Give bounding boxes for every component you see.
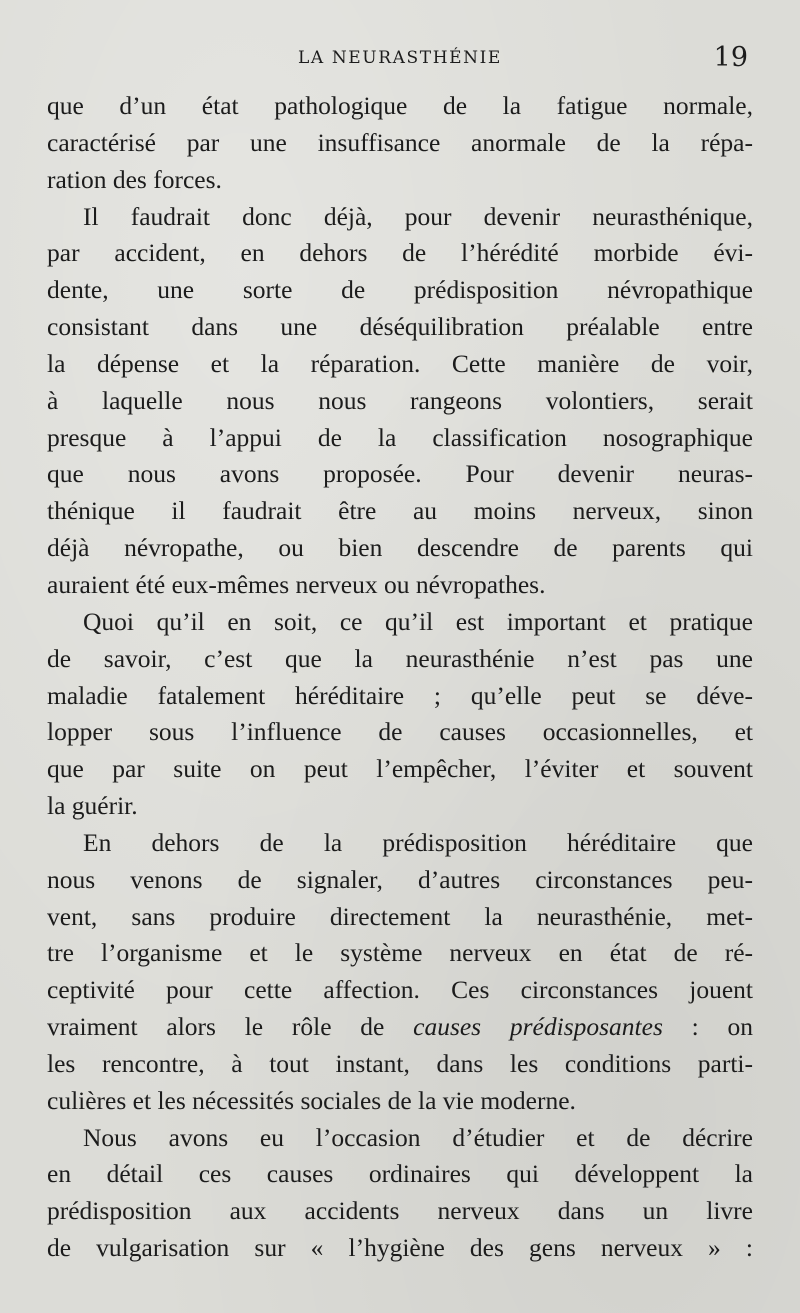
text-line: que nous avons proposée. Pour devenir neuras-	[47, 459, 753, 489]
text-line: En dehors de la prédisposition héréditaire que	[83, 827, 753, 857]
text-line: les rencontre, à tout instant, dans les conditions parti-	[47, 1048, 753, 1078]
text-line: maladie fatalement héréditaire ; qu’elle peut se déve-	[47, 680, 753, 710]
text-line: tre l’organisme et le système nerveux en état de ré-	[47, 938, 753, 968]
text-line: vent, sans produire directement la neurasthénie, met-	[47, 901, 753, 931]
text-line: par accident, en dehors de l’hérédité morbide évi-	[47, 238, 753, 268]
paragraph	[47, 199, 753, 604]
paragraph	[47, 825, 753, 1120]
text-line: Nous avons eu l’occasion d’étudier et de décrire	[83, 1122, 753, 1152]
text-line: thénique il faudrait être au moins nerveux, sinon	[47, 496, 753, 526]
text-line: que par suite on peut l’empêcher, l’éviter et souvent	[47, 754, 753, 784]
text-segment: : on	[662, 1012, 753, 1042]
text-line: nous venons de signaler, d’autres circonstances peu-	[47, 864, 753, 894]
text-line: la dépense et la réparation. Cette manière de voir,	[47, 348, 753, 378]
text-line: culières et les nécessités sociales de la vie moderne.	[47, 1085, 576, 1115]
body-text	[47, 88, 753, 1267]
text-line: déjà névropathe, ou bien descendre de parents qui	[47, 533, 753, 563]
running-header	[0, 44, 800, 76]
paragraph	[47, 1120, 753, 1267]
text-line: que d’un état pathologique de la fatigue normale,	[47, 91, 753, 120]
text-line: de vulgarisation sur « l’hygiène des gens nerveux » :	[47, 1233, 753, 1263]
paragraph	[47, 88, 753, 199]
text-line: auraient été eux-mêmes nerveux ou névropathes.	[47, 569, 546, 599]
text-line-with-italic	[47, 1009, 753, 1046]
page-number: 19	[713, 42, 748, 73]
text-segment: vraiment alors le rôle de	[47, 1012, 414, 1042]
running-title: LA NEURASTHÉNIE	[298, 48, 502, 68]
text-line: Quoi qu’il en soit, ce qu’il est important et pratique	[83, 606, 753, 636]
paragraph	[47, 604, 753, 825]
text-line: ceptivité pour cette affection. Ces circonstances jouent	[47, 975, 753, 1005]
text-line: presque à l’appui de la classification nosographique	[47, 422, 753, 452]
text-line: prédisposition aux accidents nerveux dans un livre	[47, 1196, 753, 1226]
text-line: consistant dans une déséquilibration préalable entre	[47, 312, 753, 342]
italic-term: causes prédisposantes	[413, 1012, 663, 1042]
text-line: ration des forces.	[47, 164, 222, 194]
text-line: dente, une sorte de prédisposition névropathique	[47, 275, 753, 305]
text-line: Il faudrait donc déjà, pour devenir neurasthénique,	[83, 201, 753, 231]
text-line: à laquelle nous nous rangeons volontiers, serait	[47, 385, 753, 415]
text-line: lopper sous l’influence de causes occasionnelles, et	[47, 717, 753, 747]
text-line: caractérisé par une insuffisance anormale de la répa-	[47, 127, 753, 157]
text-line: la guérir.	[47, 791, 138, 821]
text-line: de savoir, c’est que la neurasthénie n’est pas une	[47, 643, 753, 673]
text-line: en détail ces causes ordinaires qui développent la	[47, 1159, 753, 1189]
